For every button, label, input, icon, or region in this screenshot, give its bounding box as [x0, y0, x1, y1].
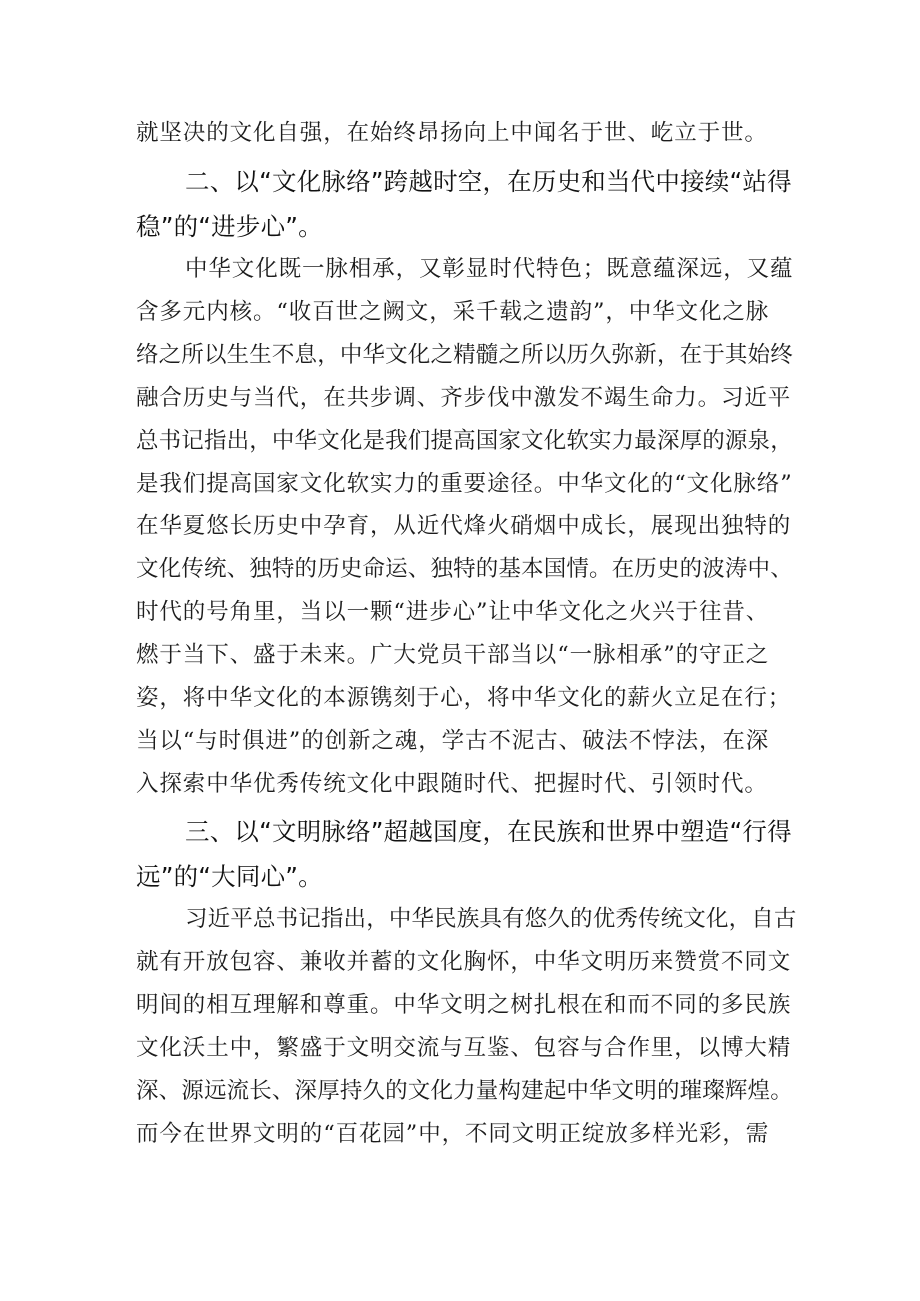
body-text-line: 含多元内核。“收百世之阙文，采千载之遗韵”，中华文化之脉	[136, 299, 770, 325]
section-heading-line: 稳”的“进步心”。	[136, 212, 323, 241]
body-text-line: 是我们提高国家文化软实力的重要途径。中华文化的“文化脉络”	[136, 471, 793, 497]
body-text-line: 燃于当下、盛于未来。广大党员干部当以“一脉相承”的守正之	[136, 642, 770, 668]
body-text-line: 习近平总书记指出，中华民族具有悠久的优秀传统文化，自古	[185, 906, 797, 932]
body-text-line: 明间的相互理解和尊重。中华文明之树扎根在和而不同的多民族	[136, 992, 792, 1018]
section-heading-line: 二、以“文化脉络”跨越时空，在历史和当代中接续“站得	[185, 167, 792, 196]
body-text-line: 姿，将中华文化的本源镌刻于心，将中华文化的薪火立足在行；	[136, 685, 792, 711]
body-text-line: 络之所以生生不息，中华文化之精髓之所以历久弥新，在于其始终	[136, 342, 793, 368]
body-text-line: 文化传统、独特的历史命运、独特的基本国情。在历史的波涛中、	[136, 556, 793, 582]
body-text-line: 时代的号角里，当以一颗“进步心”让中华文化之火兴于往昔、	[136, 599, 770, 625]
body-text-line: 深、源远流长、深厚持久的文化力量构建起中华文明的璀璨辉煌。	[136, 1078, 793, 1104]
section-heading-line: 三、以“文明脉络”超越国度，在民族和世界中塑造“行得	[185, 817, 792, 846]
body-text-line: 当以“与时俱进”的创新之魂，学古不泥古、破法不悖法，在深	[136, 728, 770, 754]
body-text-line: 文化沃土中，繁盛于文明交流与互鉴、包容与合作里，以博大精	[136, 1035, 792, 1061]
body-text-line: 就有开放包容、兼收并蓄的文化胸怀，中华文明历来赞赏不同文	[136, 949, 792, 975]
body-text-line: 总书记指出，中华文化是我们提高国家文化软实力最深厚的源泉，	[136, 428, 793, 454]
body-text-line: 融合历史与当代，在共步调、齐步伐中激发不竭生命力。习近平	[136, 385, 792, 411]
body-text-line: 中华文化既一脉相承，又彰显时代特色；既意蕴深远，又蕴	[185, 256, 794, 282]
body-text-line: 而今在世界文明的“百花园”中，不同文明正绽放多样光彩，需	[136, 1121, 770, 1147]
body-text-line: 就坚决的文化自强，在始终昂扬向上中闻名于世、屹立于世。	[136, 120, 768, 146]
body-text-line: 入探索中华优秀传统文化中跟随时代、把握时代、引领时代。	[136, 771, 768, 797]
body-text-line: 在华夏悠长历史中孕育，从近代烽火硝烟中成长，展现出独特的	[136, 513, 792, 539]
section-heading-line: 远”的“大同心”。	[136, 862, 323, 891]
